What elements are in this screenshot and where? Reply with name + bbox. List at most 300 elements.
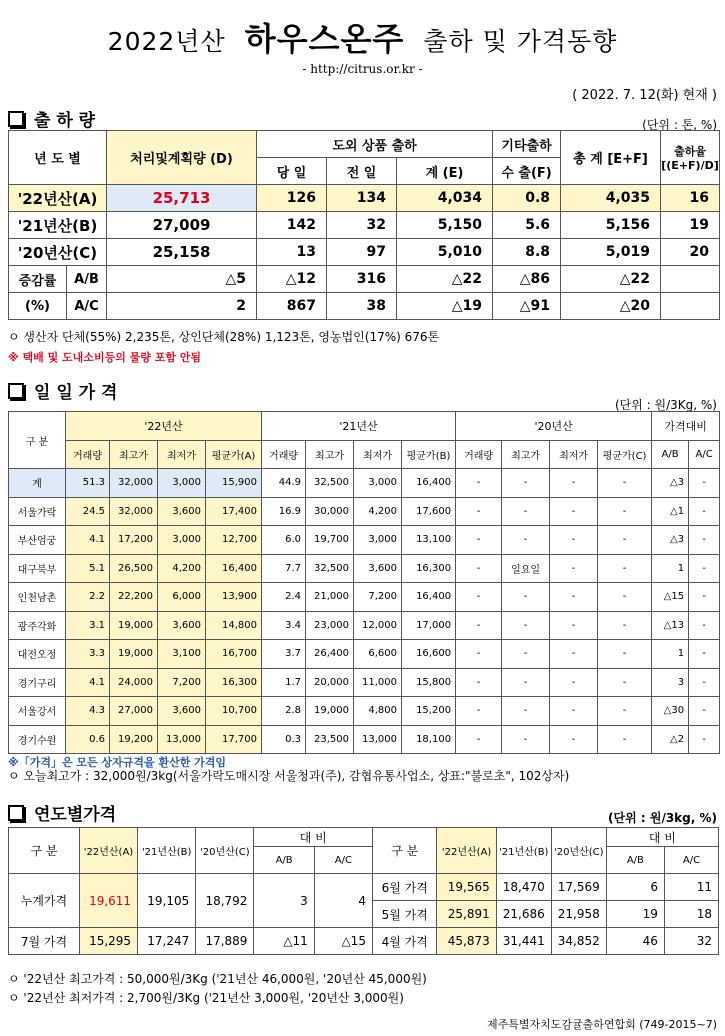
price-cell: 32,500 bbox=[306, 469, 354, 498]
price-cell: 4.3 bbox=[66, 697, 110, 726]
price-cell: - bbox=[456, 668, 502, 697]
subheader-cell: 최저가 bbox=[158, 440, 206, 469]
total-value: △22 bbox=[561, 266, 661, 293]
price-cell: 12,700 bbox=[206, 526, 262, 555]
price-cell: 3,000 bbox=[158, 469, 206, 498]
price-cell: 32,000 bbox=[110, 497, 158, 526]
header-22: '22년산(A) bbox=[79, 828, 137, 874]
plan-value: 25,158 bbox=[107, 239, 257, 266]
price-cell: 32,000 bbox=[110, 469, 158, 498]
title-product: 하우스온주 bbox=[244, 20, 405, 58]
change-label: 증감률 bbox=[9, 266, 67, 293]
price-cell: - bbox=[689, 611, 720, 640]
price-cell: 20,000 bbox=[306, 668, 354, 697]
today-value: 142 bbox=[257, 212, 327, 239]
header-ab: A/B bbox=[254, 847, 314, 874]
price-cell: 32,500 bbox=[306, 554, 354, 583]
prev-value: 97 bbox=[327, 239, 397, 266]
price-cell: 23,500 bbox=[306, 725, 354, 754]
market-name: 경기구리 bbox=[9, 668, 66, 697]
header-total: 총 계 [E+F] bbox=[561, 131, 661, 185]
price-cell: 3.1 bbox=[66, 611, 110, 640]
header-year: 년 도 별 bbox=[9, 131, 107, 185]
price-cell: - bbox=[598, 526, 652, 555]
value-a: 19,565 bbox=[437, 874, 496, 901]
price-cell: 15,200 bbox=[402, 697, 456, 726]
row-label: 7월 가격 bbox=[9, 928, 80, 955]
value-ab: 46 bbox=[606, 928, 664, 955]
price-cell: 24.5 bbox=[66, 497, 110, 526]
table-row bbox=[9, 239, 720, 266]
header-group: 구 분 bbox=[9, 412, 66, 469]
total-value: △20 bbox=[561, 293, 661, 320]
subheader-cell: 평균가(C) bbox=[598, 440, 652, 469]
price-cell: 19,000 bbox=[110, 611, 158, 640]
price-cell: - bbox=[456, 554, 502, 583]
price-cell: - bbox=[689, 554, 720, 583]
table-row bbox=[9, 469, 720, 498]
row-label: '21년산(B) bbox=[9, 212, 107, 239]
price-cell: △2 bbox=[652, 725, 689, 754]
table-row bbox=[9, 928, 719, 955]
price-cell: △30 bbox=[652, 697, 689, 726]
price-cell: 16,400 bbox=[206, 554, 262, 583]
prev-value: 316 bbox=[327, 266, 397, 293]
price-cell: - bbox=[550, 583, 598, 612]
price-cell: 3.3 bbox=[66, 640, 110, 669]
price-cell: △3 bbox=[652, 526, 689, 555]
price-cell: 19,200 bbox=[110, 725, 158, 754]
price-cell: - bbox=[550, 469, 598, 498]
price-cell: - bbox=[598, 497, 652, 526]
row-label: '22년산(A) bbox=[9, 185, 107, 212]
price-cell: 4,200 bbox=[158, 554, 206, 583]
sum-value: 4,034 bbox=[397, 185, 493, 212]
subheader-cell: 최고가 bbox=[110, 440, 158, 469]
price-cell: △1 bbox=[652, 497, 689, 526]
market-name: 계 bbox=[9, 469, 66, 498]
price-cell: - bbox=[456, 697, 502, 726]
price-cell: 13,000 bbox=[354, 725, 402, 754]
header-plan: 처리및계획량 (D) bbox=[107, 131, 257, 185]
today-value: △12 bbox=[257, 266, 327, 293]
header-sum: 계 (E) bbox=[397, 158, 493, 185]
price-cell: - bbox=[550, 668, 598, 697]
plan-value: 27,009 bbox=[107, 212, 257, 239]
price-cell: 15,900 bbox=[206, 469, 262, 498]
price-cell: - bbox=[456, 640, 502, 669]
price-cell: 30,000 bbox=[306, 497, 354, 526]
market-name: 인천남촌 bbox=[9, 583, 66, 612]
subheader-cell: 최저가 bbox=[550, 440, 598, 469]
price-cell: 17,200 bbox=[110, 526, 158, 555]
price-cell: - bbox=[689, 697, 720, 726]
value-ab: 19 bbox=[606, 901, 664, 928]
price-cell: 26,400 bbox=[306, 640, 354, 669]
table-row bbox=[9, 583, 720, 612]
sum-value: △22 bbox=[397, 266, 493, 293]
sum-value: △19 bbox=[397, 293, 493, 320]
price-cell: 0.6 bbox=[66, 725, 110, 754]
value-ac: △15 bbox=[314, 928, 372, 955]
shipment-table bbox=[8, 130, 720, 320]
price-cell: - bbox=[502, 611, 550, 640]
price-cell: 16.9 bbox=[262, 497, 306, 526]
table-row bbox=[9, 212, 720, 239]
header-22: '22년산(A) bbox=[437, 828, 496, 874]
title-subject: 출하 및 가격동향 bbox=[423, 27, 618, 56]
price-cell: - bbox=[456, 611, 502, 640]
value-ac: 18 bbox=[664, 901, 718, 928]
price-cell: - bbox=[502, 497, 550, 526]
footer-org: 제주특별자치도감귤출하연합회 (749-2015~7) bbox=[486, 1018, 717, 1031]
price-cell: 16,700 bbox=[206, 640, 262, 669]
price-cell: 4.1 bbox=[66, 668, 110, 697]
price-cell: - bbox=[689, 497, 720, 526]
shipment-unit: (단위 : 톤, %) bbox=[642, 118, 717, 132]
price-cell: - bbox=[502, 640, 550, 669]
price-cell: 5.1 bbox=[66, 554, 110, 583]
price-cell: 3.4 bbox=[262, 611, 306, 640]
value-b: 31,441 bbox=[496, 928, 551, 955]
checkbox-square-icon bbox=[8, 805, 24, 821]
value-c: 21,958 bbox=[551, 901, 606, 928]
price-cell: 3,000 bbox=[354, 526, 402, 555]
table-row bbox=[9, 497, 720, 526]
subheader-cell: A/C bbox=[689, 440, 720, 469]
price-cell: - bbox=[502, 668, 550, 697]
header-ac: A/C bbox=[314, 847, 372, 874]
section-label: 연도별가격 bbox=[34, 805, 117, 825]
row-label: A/C bbox=[67, 293, 107, 320]
plan-value: △5 bbox=[107, 266, 257, 293]
export-value: 0.8 bbox=[493, 185, 561, 212]
value-ab: 6 bbox=[606, 874, 664, 901]
table-row bbox=[9, 874, 719, 901]
price-cell: 6,600 bbox=[354, 640, 402, 669]
value-c: 17,569 bbox=[551, 874, 606, 901]
price-cell: - bbox=[689, 469, 720, 498]
price-cell: - bbox=[598, 554, 652, 583]
price-cell: 2.2 bbox=[66, 583, 110, 612]
value-ab: 3 bbox=[254, 874, 314, 928]
header-rate: 출하율 [(E+F)/D] bbox=[661, 131, 720, 185]
price-cell: 4,200 bbox=[354, 497, 402, 526]
price-cell: 17,000 bbox=[402, 611, 456, 640]
price-cell: - bbox=[598, 469, 652, 498]
section-shipment-title bbox=[8, 106, 95, 131]
header-group: 구 분 bbox=[9, 828, 80, 874]
value-c: 18,792 bbox=[196, 874, 254, 928]
value-ab: △11 bbox=[254, 928, 314, 955]
value-a: 25,891 bbox=[437, 901, 496, 928]
price-cell: 19,000 bbox=[306, 697, 354, 726]
price-cell: - bbox=[689, 583, 720, 612]
price-cell: - bbox=[598, 697, 652, 726]
price-cell: - bbox=[502, 526, 550, 555]
price-cell: - bbox=[689, 725, 720, 754]
price-cell: 7,200 bbox=[354, 583, 402, 612]
price-cell: 14,800 bbox=[206, 611, 262, 640]
price-cell: - bbox=[550, 497, 598, 526]
value-a: 19,611 bbox=[79, 874, 137, 928]
price-cell: 3 bbox=[652, 668, 689, 697]
header-22: '22년산 bbox=[66, 412, 262, 441]
export-value: △91 bbox=[493, 293, 561, 320]
price-cell: 13,100 bbox=[402, 526, 456, 555]
table-row bbox=[9, 185, 720, 212]
price-cell: 7.7 bbox=[262, 554, 306, 583]
shipment-warning: ※ 택배 및 도내소비등의 물량 포함 안됨 bbox=[8, 351, 202, 364]
price-cell: - bbox=[550, 611, 598, 640]
today-value: 867 bbox=[257, 293, 327, 320]
table-row bbox=[9, 266, 720, 293]
market-name: 서울가락 bbox=[9, 497, 66, 526]
price-cell: 3,000 bbox=[354, 469, 402, 498]
rate-value bbox=[661, 266, 720, 293]
site-url[interactable]: - http://citrus.or.kr - bbox=[302, 62, 423, 76]
price-cell: - bbox=[550, 697, 598, 726]
price-cell: 24,000 bbox=[110, 668, 158, 697]
price-cell: - bbox=[502, 697, 550, 726]
export-value: 5.6 bbox=[493, 212, 561, 239]
header-20: '20년산 bbox=[456, 412, 652, 441]
price-cell: 26,500 bbox=[110, 554, 158, 583]
header-ac: A/C bbox=[664, 847, 718, 874]
row-label: '20년산(C) bbox=[9, 239, 107, 266]
header-21: '21년산(B) bbox=[496, 828, 551, 874]
price-cell: - bbox=[550, 640, 598, 669]
market-name: 대구북부 bbox=[9, 554, 66, 583]
price-cell: 3,600 bbox=[158, 497, 206, 526]
yearly-max-note: ㅇ '22년산 최고가격 : 50,000원/3Kg ('21년산 46,000원, '20년산 45,000원) bbox=[8, 972, 427, 986]
row-label: 6월 가격 bbox=[372, 874, 437, 901]
value-ac: 32 bbox=[664, 928, 718, 955]
price-cell: 22,200 bbox=[110, 583, 158, 612]
price-cell: 3,100 bbox=[158, 640, 206, 669]
price-cell: 3,000 bbox=[158, 526, 206, 555]
price-cell: △13 bbox=[652, 611, 689, 640]
subheader-cell: 최고가 bbox=[306, 440, 354, 469]
export-value: 8.8 bbox=[493, 239, 561, 266]
market-name: 광주각화 bbox=[9, 611, 66, 640]
price-cell: 13,900 bbox=[206, 583, 262, 612]
price-cell: 3,600 bbox=[158, 611, 206, 640]
market-name: 대전오정 bbox=[9, 640, 66, 669]
price-cell: 27,000 bbox=[110, 697, 158, 726]
price-cell: 1 bbox=[652, 640, 689, 669]
price-cell: - bbox=[550, 526, 598, 555]
price-cell: 19,700 bbox=[306, 526, 354, 555]
price-cell: 3.7 bbox=[262, 640, 306, 669]
report-date: ( 2022. 7. 12(화) 현재 ) bbox=[572, 88, 717, 103]
price-cell: - bbox=[598, 668, 652, 697]
market-name: 경기수원 bbox=[9, 725, 66, 754]
price-cell: - bbox=[689, 640, 720, 669]
value-a: 15,295 bbox=[79, 928, 137, 955]
price-cell: 3,600 bbox=[354, 554, 402, 583]
price-cell: 10,700 bbox=[206, 697, 262, 726]
price-cell: 1 bbox=[652, 554, 689, 583]
header-21: '21년산 bbox=[262, 412, 456, 441]
price-cell: 19,000 bbox=[110, 640, 158, 669]
export-value: △86 bbox=[493, 266, 561, 293]
page-title bbox=[0, 14, 725, 60]
subheader-cell: A/B bbox=[652, 440, 689, 469]
today-value: 126 bbox=[257, 185, 327, 212]
rate-value: 19 bbox=[661, 212, 720, 239]
total-value: 5,156 bbox=[561, 212, 661, 239]
row-label: 누계가격 bbox=[9, 874, 80, 928]
price-cell: 2.4 bbox=[262, 583, 306, 612]
header-domestic: 도외 상품 출하 bbox=[257, 131, 493, 158]
title-year: 2022년산 bbox=[107, 27, 226, 56]
price-cell: - bbox=[456, 725, 502, 754]
price-cell: - bbox=[456, 497, 502, 526]
row-label: 4월 가격 bbox=[372, 928, 437, 955]
price-cell: 7,200 bbox=[158, 668, 206, 697]
price-cell: △15 bbox=[652, 583, 689, 612]
prev-value: 32 bbox=[327, 212, 397, 239]
section-label: 출 하 량 bbox=[34, 111, 96, 131]
price-cell: 16,300 bbox=[206, 668, 262, 697]
header-20: '20년산(C) bbox=[196, 828, 254, 874]
value-b: 17,247 bbox=[138, 928, 196, 955]
sum-value: 5,010 bbox=[397, 239, 493, 266]
price-cell: - bbox=[502, 583, 550, 612]
price-cell: 4,800 bbox=[354, 697, 402, 726]
price-cell: - bbox=[502, 469, 550, 498]
total-value: 4,035 bbox=[561, 185, 661, 212]
header-other: 기타출하 bbox=[493, 131, 561, 158]
price-cell: 21,000 bbox=[306, 583, 354, 612]
value-b: 18,470 bbox=[496, 874, 551, 901]
rate-value bbox=[661, 293, 720, 320]
price-cell: 51.3 bbox=[66, 469, 110, 498]
table-row bbox=[9, 554, 720, 583]
subheader-cell: 거래량 bbox=[262, 440, 306, 469]
subheader-cell: 거래량 bbox=[456, 440, 502, 469]
price-cell: - bbox=[456, 469, 502, 498]
price-cell: - bbox=[456, 526, 502, 555]
subheader-cell: 최고가 bbox=[502, 440, 550, 469]
table-row bbox=[9, 293, 720, 320]
header-prev: 전 일 bbox=[327, 158, 397, 185]
price-cell: - bbox=[598, 640, 652, 669]
prev-value: 134 bbox=[327, 185, 397, 212]
yearly-price-table bbox=[8, 827, 719, 955]
today-value: 13 bbox=[257, 239, 327, 266]
price-cell: 17,400 bbox=[206, 497, 262, 526]
rate-value: 20 bbox=[661, 239, 720, 266]
price-cell: 6.0 bbox=[262, 526, 306, 555]
price-cell: - bbox=[456, 583, 502, 612]
checkbox-square-icon bbox=[8, 111, 24, 127]
rate-value: 16 bbox=[661, 185, 720, 212]
price-cell: - bbox=[598, 583, 652, 612]
price-cell: 0.3 bbox=[262, 725, 306, 754]
price-cell: - bbox=[689, 526, 720, 555]
price-cell: - bbox=[598, 725, 652, 754]
price-cell: 18,100 bbox=[402, 725, 456, 754]
price-cell: - bbox=[689, 668, 720, 697]
table-row bbox=[9, 668, 720, 697]
price-cell: 2.8 bbox=[262, 697, 306, 726]
section-yearly-title bbox=[8, 800, 116, 825]
row-label: A/B bbox=[67, 266, 107, 293]
price-cell: 16,400 bbox=[402, 469, 456, 498]
price-cell: 1.7 bbox=[262, 668, 306, 697]
table-row bbox=[9, 725, 720, 754]
subheader-cell: 평균가(B) bbox=[402, 440, 456, 469]
yearly-unit: (단위 : 원/3kg, %) bbox=[608, 811, 717, 825]
subheader-cell: 평균가(A) bbox=[206, 440, 262, 469]
price-cell: 16,400 bbox=[402, 583, 456, 612]
price-cell: 17,700 bbox=[206, 725, 262, 754]
price-cell: 4.1 bbox=[66, 526, 110, 555]
value-c: 17,889 bbox=[196, 928, 254, 955]
price-cell: - bbox=[550, 554, 598, 583]
prev-value: 38 bbox=[327, 293, 397, 320]
market-name: 서울강서 bbox=[9, 697, 66, 726]
header-21: '21년산(B) bbox=[138, 828, 196, 874]
value-c: 34,852 bbox=[551, 928, 606, 955]
checkbox-square-icon bbox=[8, 383, 24, 399]
header-group: 구 분 bbox=[372, 828, 437, 874]
value-b: 19,105 bbox=[138, 874, 196, 928]
plan-value: 2 bbox=[107, 293, 257, 320]
price-cell: - bbox=[598, 611, 652, 640]
header-export: 수 출(F) bbox=[493, 158, 561, 185]
yearly-min-note: ㅇ '22년산 최저가격 : 2,700원/3Kg ('21년산 3,000원, '20년산 3,000원) bbox=[8, 991, 404, 1005]
table-row bbox=[9, 640, 720, 669]
price-cell: 16,600 bbox=[402, 640, 456, 669]
price-cell: △3 bbox=[652, 469, 689, 498]
table-row bbox=[9, 697, 720, 726]
row-label: 5월 가격 bbox=[372, 901, 437, 928]
section-label: 일 일 가 격 bbox=[34, 383, 118, 403]
price-cell: 3,600 bbox=[158, 697, 206, 726]
header-compare: 가격대비 bbox=[652, 412, 720, 441]
daily-note: ※「가격」은 모든 상자규격을 환산한 가격임 bbox=[8, 756, 227, 769]
price-cell: 13,000 bbox=[158, 725, 206, 754]
price-cell: - bbox=[502, 725, 550, 754]
market-name: 부산엄궁 bbox=[9, 526, 66, 555]
price-cell: 44.9 bbox=[262, 469, 306, 498]
price-cell: 11,000 bbox=[354, 668, 402, 697]
header-compare: 대 비 bbox=[254, 828, 373, 847]
value-a: 45,873 bbox=[437, 928, 496, 955]
price-cell: 6,000 bbox=[158, 583, 206, 612]
price-cell: 16,300 bbox=[402, 554, 456, 583]
table-row bbox=[9, 526, 720, 555]
header-ab: A/B bbox=[606, 847, 664, 874]
total-value: 5,019 bbox=[561, 239, 661, 266]
header-20: '20년산(C) bbox=[551, 828, 606, 874]
subheader-cell: 최저가 bbox=[354, 440, 402, 469]
section-daily-title bbox=[8, 378, 117, 403]
price-cell: 15,800 bbox=[402, 668, 456, 697]
header-today: 당 일 bbox=[257, 158, 327, 185]
value-ac: 4 bbox=[314, 874, 372, 928]
subheader-cell: 거래량 bbox=[66, 440, 110, 469]
price-cell: 23,000 bbox=[306, 611, 354, 640]
shipment-note: ㅇ 생산자 단체(55%) 2,235톤, 상인단체(28%) 1,123톤, 영농법인(17%) 676톤 bbox=[8, 330, 440, 344]
value-ac: 11 bbox=[664, 874, 718, 901]
plan-value: 25,713 bbox=[107, 185, 257, 212]
change-unit: (%) bbox=[9, 293, 67, 320]
price-cell: 일요일 bbox=[502, 554, 550, 583]
